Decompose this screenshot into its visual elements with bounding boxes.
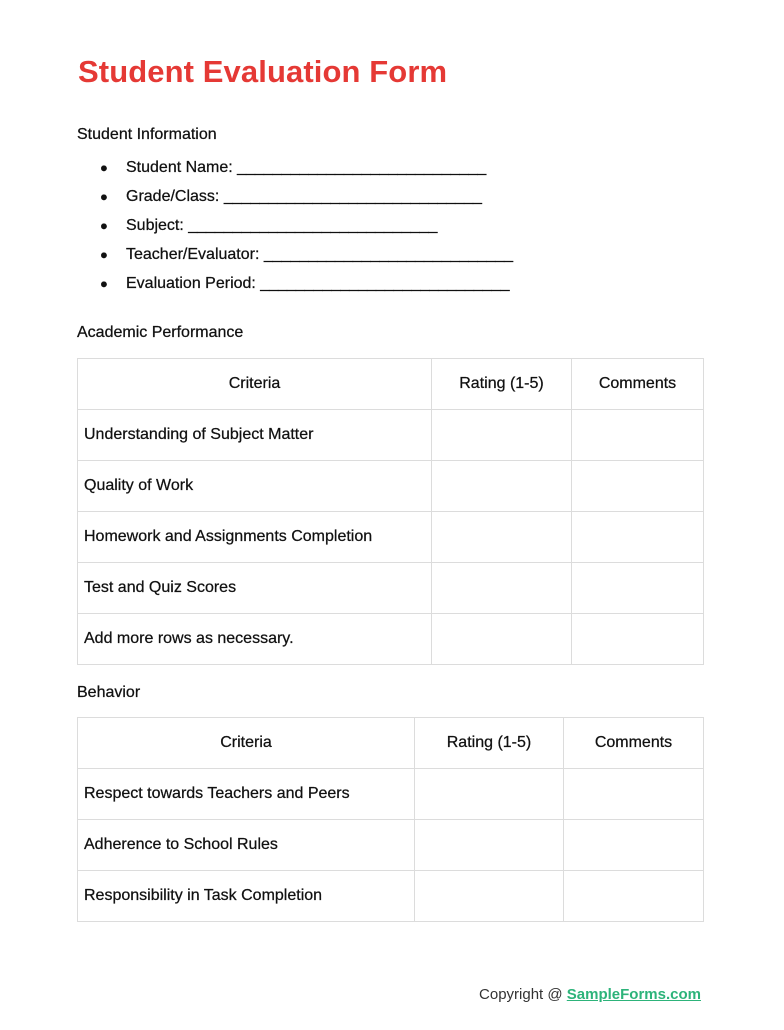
criteria-cell: Understanding of Subject Matter bbox=[78, 410, 432, 461]
comments-column-header: Comments bbox=[564, 718, 704, 769]
academic-performance-table bbox=[77, 358, 704, 665]
comments-cell[interactable] bbox=[564, 769, 704, 820]
subject-field[interactable] bbox=[100, 216, 513, 245]
page-title: Student Evaluation Form bbox=[78, 54, 448, 89]
sampleforms-link[interactable]: SampleForms.com bbox=[566, 986, 701, 1003]
table-header-row bbox=[78, 718, 704, 769]
comments-cell[interactable] bbox=[572, 512, 704, 563]
criteria-cell: Responsibility in Task Completion bbox=[78, 871, 415, 922]
behavior-table bbox=[77, 717, 704, 922]
bullet-icon: ● bbox=[100, 247, 108, 262]
table-row bbox=[78, 461, 704, 512]
rating-cell[interactable] bbox=[415, 769, 564, 820]
rating-column-header: Rating (1-5) bbox=[432, 359, 572, 410]
evaluation-period-field[interactable] bbox=[100, 274, 513, 303]
student-information-list bbox=[100, 158, 513, 303]
rating-cell[interactable] bbox=[432, 410, 572, 461]
bullet-icon: ● bbox=[100, 189, 108, 204]
student-name-label: Student Name: ____________________________ bbox=[126, 159, 487, 176]
student-information-heading: Student Information bbox=[77, 126, 217, 143]
grade-class-label: Grade/Class: _____________________________ bbox=[126, 188, 482, 205]
table-row bbox=[78, 563, 704, 614]
rating-cell[interactable] bbox=[432, 512, 572, 563]
comments-cell[interactable] bbox=[572, 563, 704, 614]
comments-cell[interactable] bbox=[572, 461, 704, 512]
comments-cell[interactable] bbox=[572, 410, 704, 461]
criteria-cell: Homework and Assignments Completion bbox=[78, 512, 432, 563]
teacher-evaluator-field[interactable] bbox=[100, 245, 513, 274]
rating-cell[interactable] bbox=[432, 563, 572, 614]
bullet-icon: ● bbox=[100, 276, 108, 291]
copyright-footer bbox=[479, 986, 701, 1003]
criteria-cell: Adherence to School Rules bbox=[78, 820, 415, 871]
table-row bbox=[78, 871, 704, 922]
evaluation-period-label: Evaluation Period: ____________________________ bbox=[126, 275, 510, 292]
table-row bbox=[78, 410, 704, 461]
rating-cell[interactable] bbox=[415, 871, 564, 922]
rating-cell[interactable] bbox=[432, 614, 572, 665]
student-name-field[interactable] bbox=[100, 158, 513, 187]
criteria-column-header: Criteria bbox=[78, 718, 415, 769]
grade-class-field[interactable] bbox=[100, 187, 513, 216]
comments-cell[interactable] bbox=[564, 871, 704, 922]
rating-column-header: Rating (1-5) bbox=[415, 718, 564, 769]
subject-label: Subject: ____________________________ bbox=[126, 217, 438, 234]
copyright-prefix: Copyright @ bbox=[479, 986, 567, 1003]
rating-cell[interactable] bbox=[415, 820, 564, 871]
behavior-heading: Behavior bbox=[77, 684, 141, 701]
rating-cell[interactable] bbox=[432, 461, 572, 512]
criteria-cell: Quality of Work bbox=[78, 461, 432, 512]
criteria-cell: Respect towards Teachers and Peers bbox=[78, 769, 415, 820]
table-row bbox=[78, 512, 704, 563]
criteria-column-header: Criteria bbox=[78, 359, 432, 410]
table-row bbox=[78, 614, 704, 665]
bullet-icon: ● bbox=[100, 160, 108, 175]
criteria-cell: Add more rows as necessary. bbox=[78, 614, 432, 665]
criteria-cell: Test and Quiz Scores bbox=[78, 563, 432, 614]
comments-column-header: Comments bbox=[572, 359, 704, 410]
comments-cell[interactable] bbox=[572, 614, 704, 665]
teacher-evaluator-label: Teacher/Evaluator: ____________________________ bbox=[126, 246, 514, 263]
bullet-icon: ● bbox=[100, 218, 108, 233]
comments-cell[interactable] bbox=[564, 820, 704, 871]
academic-performance-heading: Academic Performance bbox=[77, 324, 244, 341]
table-header-row bbox=[78, 359, 704, 410]
table-row bbox=[78, 769, 704, 820]
table-row bbox=[78, 820, 704, 871]
